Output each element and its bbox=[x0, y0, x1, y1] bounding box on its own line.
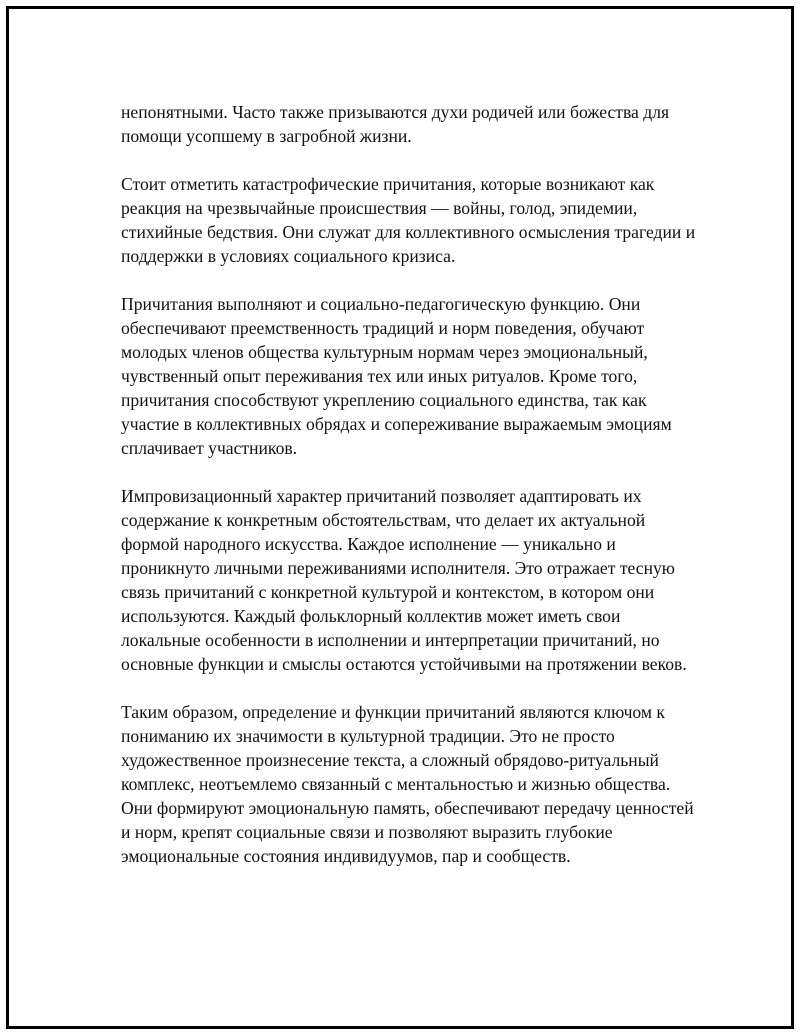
document-body bbox=[121, 100, 701, 892]
paragraph-2: Стоит отметить катастрофические причитания, которые возникают как реакция на чрезвычайные происшествия — войны, голод, эпидемии, стихийные бедствия. Они служат для коллективного осмысления трагедии и поддержки в условиях социального кризиса. bbox=[121, 174, 696, 266]
page-frame bbox=[6, 6, 794, 1029]
paragraph-3: Причитания выполняют и социально-педагогическую функцию. Они обеспечивают преемственность традиций и норм поведения, обучают молодых членов общества культурным нормам через эмоциональный, чувственный опыт переживания тех или иных ритуалов. Кроме того, причитания способствуют укреплению социального единства, так как участие в коллективных обрядах и сопереживание выражаемым эмоциям сплачивает участников. bbox=[121, 294, 672, 458]
paragraph-1: непонятными. Часто также призываются духи родичей или божества для помощи усопшему в загробной жизни. bbox=[121, 102, 670, 146]
paragraph-5: Таким образом, определение и функции причитаний являются ключом к пониманию их значимости в культурной традиции. Это не просто художественное произнесение текста, а сложный обрядово-ритуальный комплекс, неотъемлемо связанный с ментальностью и жизнью общества. Они формируют эмоциональную память, обеспечивают передачу ценностей и норм, крепят социальные связи и позволяют выразить глубокие эмоциональные состояния индивидуумов, пар и сообществ. bbox=[121, 702, 694, 866]
paragraph-4: Импровизационный характер причитаний позволяет адаптировать их содержание к конкретным обстоятельствам, что делает их актуальной формой народного искусства. Каждое исполнение — уникально и проникнуто личными переживаниями исполнителя. Это отражает тесную связь причитаний с конкретной культурой и контекстом, в котором они используются. Каждый фольклорный коллектив может иметь свои локальные особенности в исполнении и интерпретации причитаний, но основные функции и смыслы остаются устойчивыми на протяжении веков. bbox=[121, 486, 687, 674]
